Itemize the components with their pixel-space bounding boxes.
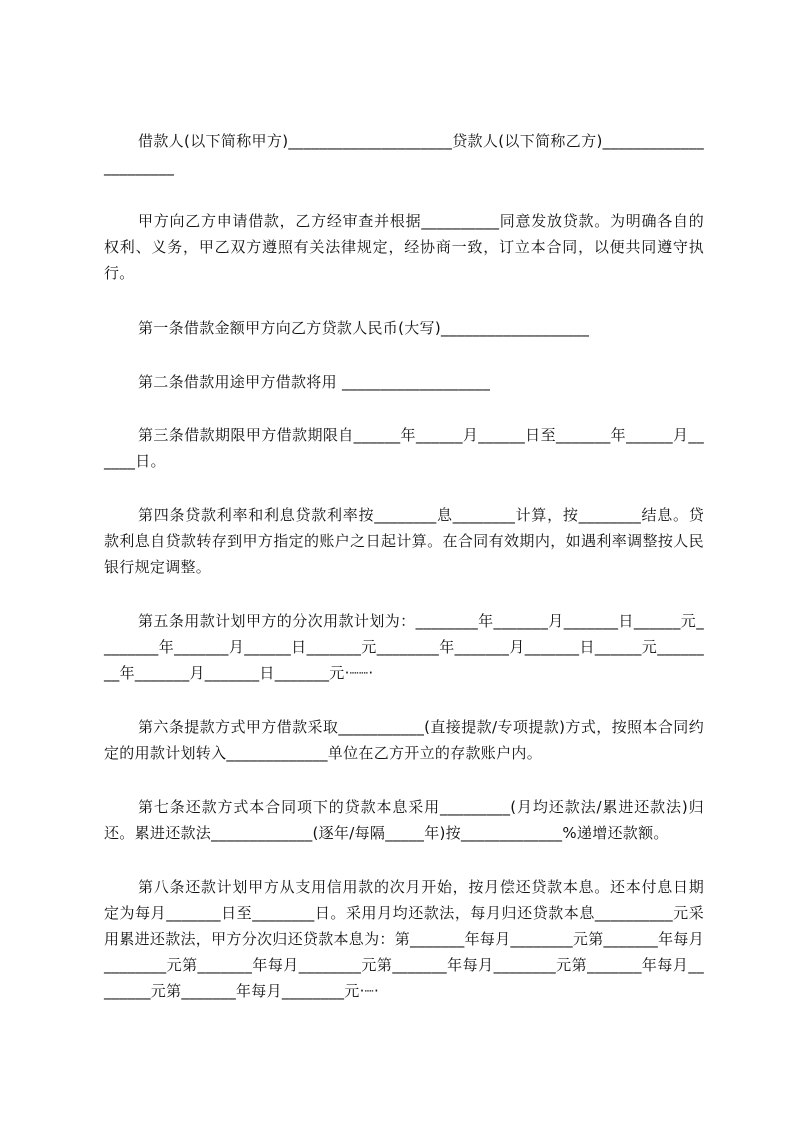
article-7-repayment-method: 第七条还款方式本合同项下的贷款本息采用_________(月均还款法/累进还款法)归还。累进还款法_____________(逐年/每隔_____年)按_____________%递增还款额。	[104, 798, 704, 842]
article-3-loan-term: 第三条借款期限甲方借款期限自______年______月______日至_______年______月______日。	[104, 426, 704, 470]
article-4-interest-rate: 第四条贷款利率和利息贷款利率按________息________计算，按________结息。贷款利息自贷款转存到甲方指定的账户之日起计算。在合同有效期内，如遇利率调整按人民银行规定调整。	[104, 506, 704, 576]
article-6-withdrawal-method: 第六条提款方式甲方借款采取___________(直接提款/专项提款)方式，按照本合同约定的用款计划转入_____________单位在乙方开立的存款账户内。	[104, 718, 704, 762]
article-8-repayment-plan: 第八条还款计划甲方从支用信用款的次月开始，按月偿还贷款本息。还本付息日期定为每月_______日至________日。采用月均还款法，每月归还贷款本息__________元采用累进还款法，甲方分次归还贷款本息为：第_______年每月________元第_______年每月________元第_______年每月________元第_______年每月________元第_______年每月________元第_______年每月________元·┈·	[104, 878, 705, 1000]
contract-preamble-paragraph: 甲方向乙方申请借款，乙方经审查并根据__________同意发放贷款。为明确各自的权利、义务，甲乙双方遵照有关法律规定，经协商一致，订立本合同，以便共同遵守执行。	[104, 212, 704, 282]
article-2-loan-purpose: 第二条借款用途甲方借款将用 ___________________	[138, 373, 491, 391]
contract-parties-paragraph: 借款人(以下简称甲方)_____________________贷款人(以下简称乙方)______________________	[104, 132, 704, 176]
article-1-loan-amount: 第一条借款金额甲方向乙方贷款人民币(大写)___________________	[138, 319, 590, 337]
article-5-usage-plan: 第五条用款计划甲方的分次用款计划为：________年_______月_______日______元________年_______月______日_______元________年_______月_______日______元________年_______月_______日_______元·┈┈·	[104, 612, 704, 682]
